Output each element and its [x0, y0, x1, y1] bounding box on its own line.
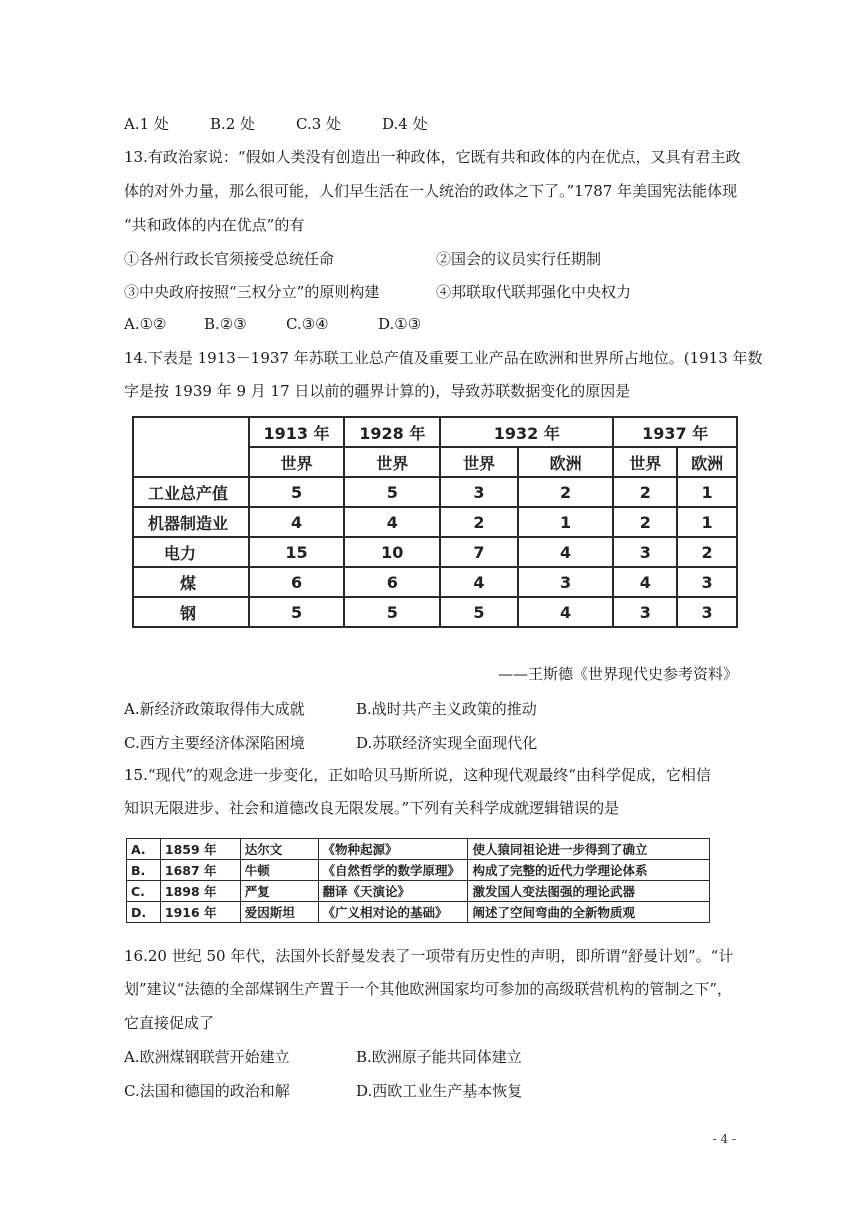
q14-source-citation: ——王斯德《世界现代史参考资料》: [497, 665, 738, 683]
year-header: 1913 年: [249, 417, 345, 447]
table-cell: 2: [518, 477, 614, 507]
q13-option-d[interactable]: D.①③: [378, 315, 422, 333]
region-header: 世界: [440, 447, 518, 477]
table-cell: 2: [613, 507, 677, 537]
table-cell: 3: [613, 537, 677, 567]
year-header: 1928 年: [344, 417, 440, 447]
table-cell: 4: [518, 597, 614, 627]
q15-options-table: [126, 838, 710, 923]
table-cell: 6: [344, 567, 440, 597]
q14-data-table: [132, 416, 738, 628]
table-cell: 5: [249, 477, 345, 507]
work-cell: 《自然哲学的数学原理》: [318, 860, 468, 881]
table-cell: 5: [344, 477, 440, 507]
q12-option-c[interactable]: C.3 处: [296, 115, 342, 133]
person-cell: 爱因斯坦: [240, 902, 318, 923]
table-row: [133, 477, 737, 507]
table-cell: 4: [249, 507, 345, 537]
work-cell: 《广义相对论的基础》: [318, 902, 468, 923]
table-row: [133, 597, 737, 627]
table-cell: 10: [344, 537, 440, 567]
table-cell: 5: [344, 597, 440, 627]
year-cell: 1916 年: [160, 902, 240, 923]
q16-option-a[interactable]: A.欧洲煤钢联营开始建立: [124, 1048, 290, 1066]
table-cell: 3: [677, 567, 737, 597]
page-number: - 4 -: [712, 1132, 736, 1146]
q14-option-a[interactable]: A.新经济政策取得伟大成就: [124, 700, 305, 718]
table-cell: 6: [249, 567, 345, 597]
q13-item-1: ①各州行政长官须接受总统任命: [124, 250, 335, 268]
q13-option-a[interactable]: A.①②: [124, 315, 167, 333]
region-header: 欧洲: [677, 447, 737, 477]
q12-option-b[interactable]: B.2 处: [210, 115, 256, 133]
table-cell: 4: [518, 537, 614, 567]
q13-stem-line-1: 13.有政治家说：“假如人类没有创造出一种政体，它既有共和政体的内在优点，又具有君主政: [124, 148, 741, 166]
table-cell: 5: [440, 597, 518, 627]
table-cell: 3: [518, 567, 614, 597]
q14-option-b[interactable]: B.战时共产主义政策的推动: [356, 700, 537, 718]
q12-option-a[interactable]: A.1 处: [124, 115, 169, 133]
table-cell: 1: [677, 507, 737, 537]
q14-stem-line-2: 字是按 1939 年 9 月 17 日以前的疆界计算的)，导致苏联数据变化的原因是: [124, 382, 631, 400]
q16-option-b[interactable]: B.欧洲原子能共同体建立: [356, 1048, 522, 1066]
table-row: [133, 567, 737, 597]
year-cell: 1898 年: [160, 881, 240, 902]
option-letter: D.: [127, 902, 161, 923]
q16-option-d[interactable]: D.西欧工业生产基本恢复: [356, 1082, 523, 1100]
table-cell: 2: [440, 507, 518, 537]
year-header: 1932 年: [440, 417, 613, 447]
table-cell: 4: [613, 567, 677, 597]
year-cell: 1859 年: [160, 839, 240, 860]
region-header: 世界: [344, 447, 440, 477]
table-cell: 15: [249, 537, 345, 567]
table-cell: 2: [613, 477, 677, 507]
q15-option-row-c[interactable]: [127, 881, 710, 902]
table-cell: 4: [344, 507, 440, 537]
q13-item-3: ③中央政府按照“三权分立”的原则构建: [124, 283, 380, 301]
option-letter: C.: [127, 881, 161, 902]
person-cell: 严复: [240, 881, 318, 902]
option-letter: B.: [127, 860, 161, 881]
table-cell: 3: [613, 597, 677, 627]
person-cell: 达尔文: [240, 839, 318, 860]
q13-item-4: ④邦联取代联邦强化中央权力: [436, 283, 632, 301]
table-cell: 5: [249, 597, 345, 627]
table-cell: 3: [677, 597, 737, 627]
table-row: [133, 507, 737, 537]
q14-option-c[interactable]: C.西方主要经济体深陷困境: [124, 734, 305, 752]
q13-item-2: ②国会的议员实行任期制: [436, 250, 602, 268]
table-row: [133, 537, 737, 567]
q13-option-b[interactable]: B.②③: [204, 315, 247, 333]
q12-option-d[interactable]: D.4 处: [382, 115, 428, 133]
option-letter: A.: [127, 839, 161, 860]
q14-option-d[interactable]: D.苏联经济实现全面现代化: [356, 734, 538, 752]
q13-option-c[interactable]: C.③④: [286, 315, 329, 333]
row-label: 工业总产值: [133, 477, 249, 507]
q15-option-row-a[interactable]: [127, 839, 710, 860]
year-header: 1937 年: [613, 417, 737, 447]
q16-stem-line-1: 16.20 世纪 50 年代，法国外长舒曼发表了一项带有历史性的声明，即所谓“舒曼计划”。“计: [124, 947, 734, 965]
q15-option-row-d[interactable]: [127, 902, 710, 923]
table-cell: 7: [440, 537, 518, 567]
region-header: 世界: [249, 447, 345, 477]
impact-cell: 构成了完整的近代力学理论体系: [468, 860, 710, 881]
row-label: 机器制造业: [133, 507, 249, 537]
table-cell: 4: [440, 567, 518, 597]
q15-stem-line-2: 知识无限进步、社会和道德改良无限发展。”下列有关科学成就逻辑错误的是: [124, 799, 620, 817]
year-cell: 1687 年: [160, 860, 240, 881]
q16-stem-line-2: 划”建议“法德的全部煤钢生产置于一个其他欧洲国家均可参加的高级联营机构的管制之下”，: [124, 980, 733, 998]
q14-stem-line-1: 14.下表是 1913－1937 年苏联工业总产值及重要工业产品在欧洲和世界所占地位。(1913 年数: [124, 349, 763, 367]
region-header: 世界: [613, 447, 677, 477]
q15-option-row-b[interactable]: [127, 860, 710, 881]
row-label: 电力: [133, 537, 249, 567]
q16-option-c[interactable]: C.法国和德国的政治和解: [124, 1082, 290, 1100]
impact-cell: 阐述了空间弯曲的全新物质观: [468, 902, 710, 923]
region-header: 欧洲: [518, 447, 614, 477]
impact-cell: 激发国人变法图强的理论武器: [468, 881, 710, 902]
q16-stem-line-3: 它直接促成了: [124, 1014, 215, 1032]
row-label: 煤: [133, 567, 249, 597]
table-cell: 2: [677, 537, 737, 567]
table-cell: 3: [440, 477, 518, 507]
q13-stem-line-2: 体的对外力量，那么很可能，人们早生活在一人统治的政体之下了。”1787 年美国宪法能体现: [124, 182, 738, 200]
work-cell: 《物种起源》: [318, 839, 468, 860]
table-cell: 1: [518, 507, 614, 537]
q13-stem-line-3: “共和政体的内在优点”的有: [124, 216, 305, 234]
row-label: 钢: [133, 597, 249, 627]
table-corner-cell: [133, 417, 249, 477]
q15-stem-line-1: 15.“现代”的观念进一步变化，正如哈贝马斯所说，这种现代观最终“由科学促成，它相信: [124, 766, 711, 784]
impact-cell: 使人猿同祖论进一步得到了确立: [468, 839, 710, 860]
table-cell: 1: [677, 477, 737, 507]
person-cell: 牛顿: [240, 860, 318, 881]
work-cell: 翻译《天演论》: [318, 881, 468, 902]
